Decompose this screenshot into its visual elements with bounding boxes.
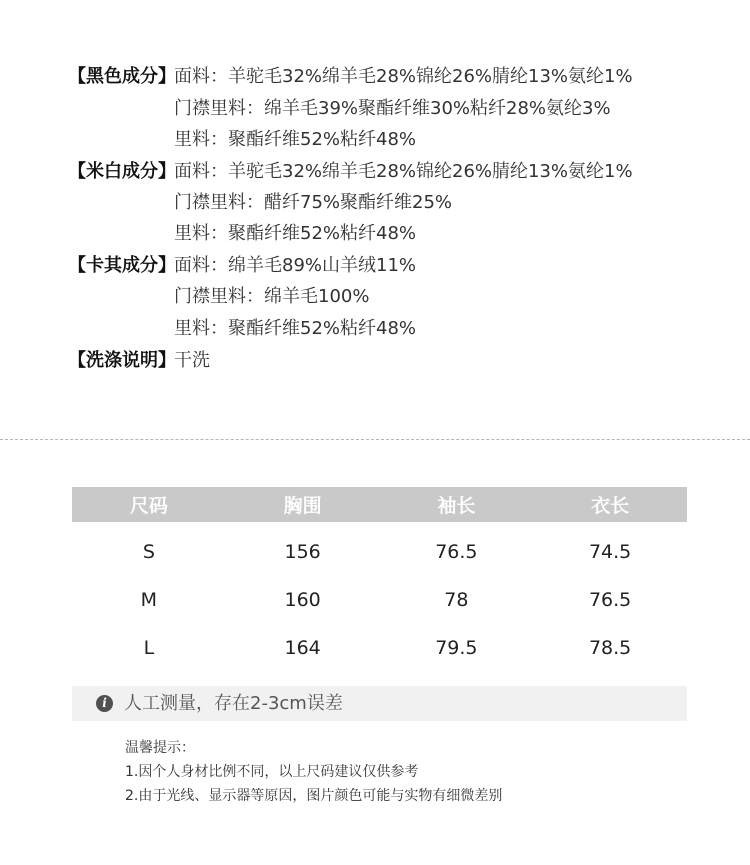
composition-row xyxy=(68,95,611,123)
composition-row xyxy=(68,63,633,91)
tips-title: 温馨提示： xyxy=(125,740,195,756)
header-size: 尺码 xyxy=(72,487,226,522)
table-cell: L xyxy=(143,637,155,659)
composition-row xyxy=(68,220,416,248)
table-cell: 78 xyxy=(444,589,469,611)
black-placket-lining-text: 门襟里料：绵羊毛39%聚酯纤维30%粘纤28%氨纶3% xyxy=(174,98,611,119)
khaki-fabric-text: 面料：绵羊毛89%山羊绒11% xyxy=(174,255,417,276)
table-cell: 76.5 xyxy=(435,541,478,563)
wash-instructions-label: 【洗涤说明】 xyxy=(68,350,176,371)
composition-row xyxy=(68,315,416,343)
tip-item: 1.因个人身材比例不同，以上尺码建议仅供参考 xyxy=(125,764,419,780)
khaki-placket-lining-text: 门襟里料：绵羊毛100% xyxy=(174,286,370,307)
composition-row xyxy=(68,158,633,186)
header-chest: 胸围 xyxy=(226,487,380,522)
header-length: 衣长 xyxy=(533,487,687,522)
offwhite-fabric-text: 面料：羊驼毛32%绵羊毛28%锦纶26%腈纶13%氨纶1% xyxy=(174,161,633,182)
tip-item: 2.由于光线、显示器等原因，图片颜色可能与实物有细微差别 xyxy=(125,788,503,804)
tips-section xyxy=(125,736,502,808)
info-icon: i xyxy=(96,695,113,712)
header-sleeve: 袖长 xyxy=(380,487,534,522)
black-fabric-text: 面料：羊驼毛32%绵羊毛28%锦纶26%腈纶13%氨纶1% xyxy=(174,66,633,87)
composition-row xyxy=(68,189,452,217)
measurement-note xyxy=(72,686,687,721)
measurement-note-text: 人工测量，存在2-3cm误差 xyxy=(124,693,343,714)
wash-instructions-text: 干洗 xyxy=(174,350,210,371)
table-cell: 74.5 xyxy=(588,541,632,563)
composition-row xyxy=(68,252,416,280)
table-cell: 79.5 xyxy=(435,637,478,659)
table-row xyxy=(72,576,687,624)
table-row xyxy=(72,624,687,672)
black-composition-label: 【黑色成分】 xyxy=(68,66,176,87)
composition-row xyxy=(68,347,210,375)
table-cell: 156 xyxy=(284,541,321,563)
dashed-divider xyxy=(0,439,750,440)
table-cell: S xyxy=(142,541,155,563)
table-cell: 164 xyxy=(284,637,321,659)
table-row xyxy=(72,522,687,576)
offwhite-composition-label: 【米白成分】 xyxy=(68,161,176,182)
table-cell: 78.5 xyxy=(588,637,632,659)
composition-row xyxy=(68,126,416,154)
black-lining-text: 里料：聚酯纤维52%粘纤48% xyxy=(174,129,417,150)
table-header-row xyxy=(72,487,687,522)
size-table xyxy=(72,487,687,672)
offwhite-placket-lining-text: 门襟里料：醋纤75%聚酯纤维25% xyxy=(174,192,453,213)
table-cell: 160 xyxy=(284,589,321,611)
khaki-composition-label: 【卡其成分】 xyxy=(68,255,176,276)
offwhite-lining-text: 里料：聚酯纤维52%粘纤48% xyxy=(174,223,417,244)
table-cell: M xyxy=(140,589,158,611)
khaki-lining-text: 里料：聚酯纤维52%粘纤48% xyxy=(174,318,417,339)
composition-row xyxy=(68,283,369,311)
table-cell: 76.5 xyxy=(588,589,632,611)
